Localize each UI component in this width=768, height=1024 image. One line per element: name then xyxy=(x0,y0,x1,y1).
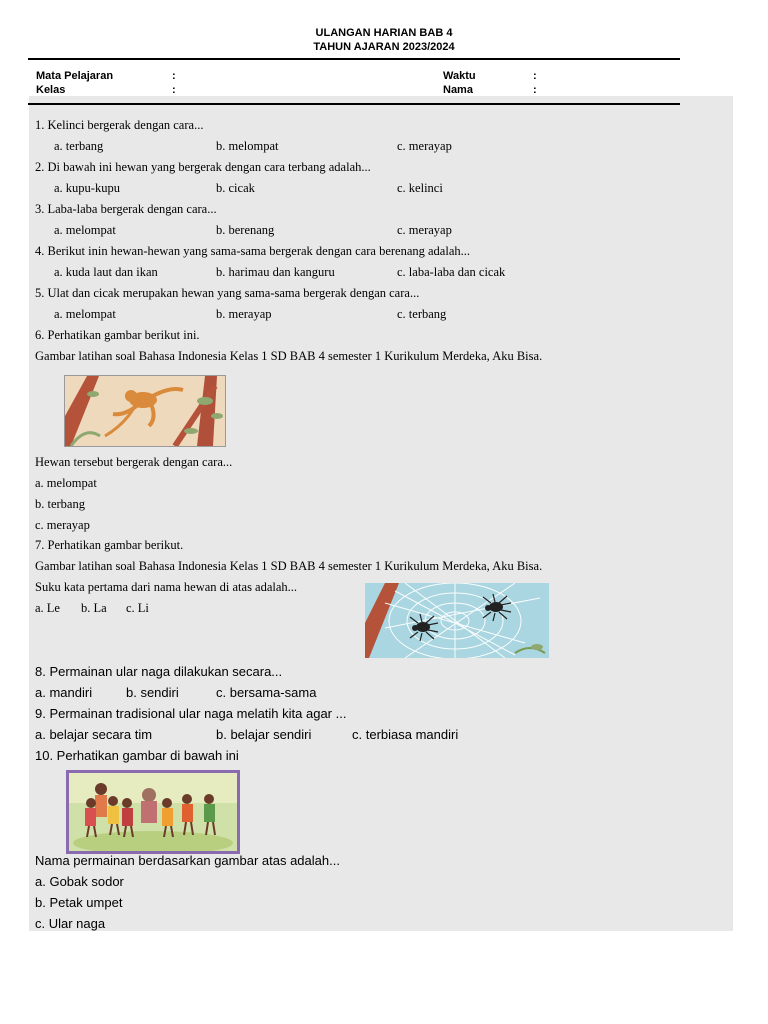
q8-option-a: a. mandiri xyxy=(35,685,93,700)
question-3: 3. Laba-laba bergerak dengan cara... xyxy=(35,202,217,216)
q2-option-c: c. kelinci xyxy=(397,181,443,195)
q6-option-a: a. melompat xyxy=(35,476,97,490)
name-colon: : xyxy=(533,84,537,96)
q1-option-a: a. terbang xyxy=(54,139,104,153)
class-colon: : xyxy=(172,84,176,96)
q6-question: Hewan tersebut bergerak dengan cara... xyxy=(35,455,233,469)
class-label: Kelas xyxy=(36,84,66,96)
header-rule-top xyxy=(28,58,680,60)
q8-option-c: c. bersama-sama xyxy=(216,685,317,700)
time-label: Waktu xyxy=(443,70,476,82)
q5-option-b: b. merayap xyxy=(216,307,272,321)
question-6: 6. Perhatikan gambar berikut ini. xyxy=(35,328,200,342)
question-8: 8. Permainan ular naga dilakukan secara... xyxy=(35,664,283,679)
q6-option-b: b. terbang xyxy=(35,497,85,511)
q4-option-a: a. kuda laut dan ikan xyxy=(54,265,158,279)
document-header xyxy=(0,26,768,54)
q2-option-a: a. kupu-kupu xyxy=(54,181,120,195)
q9-option-a: a. belajar secara tim xyxy=(35,727,153,742)
question-4: 4. Berikut inin hewan-hewan yang sama-sama bergerak dengan cara berenang adalah... xyxy=(35,244,470,258)
header-rule-bottom xyxy=(28,103,680,105)
q1-option-b: b. melompat xyxy=(216,139,279,153)
q4-option-c: c. laba-laba dan cicak xyxy=(397,265,506,279)
school-year: TAHUN AJARAN 2023/2024 xyxy=(313,41,455,53)
q7-caption: Gambar latihan soal Bahasa Indonesia Kelas 1 SD BAB 4 semester 1 Kurikulum Merdeka, Aku Bisa. xyxy=(35,559,543,573)
q1-option-c: c. merayap xyxy=(397,139,452,153)
q3-option-c: c. merayap xyxy=(397,223,452,237)
question-1: 1. Kelinci bergerak dengan cara... xyxy=(35,118,204,132)
q8-option-b: b. sendiri xyxy=(126,685,179,700)
q3-option-a: a. melompat xyxy=(54,223,116,237)
q3-option-b: b. berenang xyxy=(216,223,275,237)
q2-option-b: b. cicak xyxy=(216,181,255,195)
q7-question: Suku kata pertama dari nama hewan di atas adalah... xyxy=(35,580,298,594)
q5-option-c: c. terbang xyxy=(397,307,447,321)
children-playing-illustration xyxy=(66,770,240,854)
name-label: Nama xyxy=(443,84,473,96)
q9-option-c: c. terbiasa mandiri xyxy=(352,727,459,742)
q6-option-c: c. merayap xyxy=(35,518,90,532)
subject-colon: : xyxy=(172,70,176,82)
q7-option-c: c. Li xyxy=(126,601,149,615)
subject-label: Mata Pelajaran xyxy=(36,70,114,82)
question-9: 9. Permainan tradisional ular naga melatih kita agar ... xyxy=(35,706,347,721)
q10-option-a: a. Gobak sodor xyxy=(35,874,124,889)
question-2: 2. Di bawah ini hewan yang bergerak dengan cara terbang adalah... xyxy=(35,160,371,174)
monkey-illustration xyxy=(64,375,226,447)
q7-option-b: b. La xyxy=(81,601,107,615)
q9-option-b: b. belajar sendiri xyxy=(216,727,312,742)
question-7: 7. Perhatikan gambar berikut. xyxy=(35,538,184,552)
q7-option-a: a. Le xyxy=(35,601,60,615)
q10-question: Nama permainan berdasarkan gambar atas adalah... xyxy=(35,853,340,868)
q4-option-b: b. harimau dan kanguru xyxy=(216,265,335,279)
time-colon: : xyxy=(533,70,537,82)
q5-option-a: a. melompat xyxy=(54,307,116,321)
question-5: 5. Ulat dan cicak merupakan hewan yang sama-sama bergerak dengan cara... xyxy=(35,286,420,300)
q6-caption: Gambar latihan soal Bahasa Indonesia Kelas 1 SD BAB 4 semester 1 Kurikulum Merdeka, Aku Bisa. xyxy=(35,349,543,363)
question-10: 10. Perhatikan gambar di bawah ini xyxy=(35,748,239,763)
q10-option-b: b. Petak umpet xyxy=(35,895,123,910)
spider-web-illustration xyxy=(365,583,549,658)
document-title: ULANGAN HARIAN BAB 4 xyxy=(315,27,453,39)
q10-option-c: c. Ular naga xyxy=(35,916,106,931)
